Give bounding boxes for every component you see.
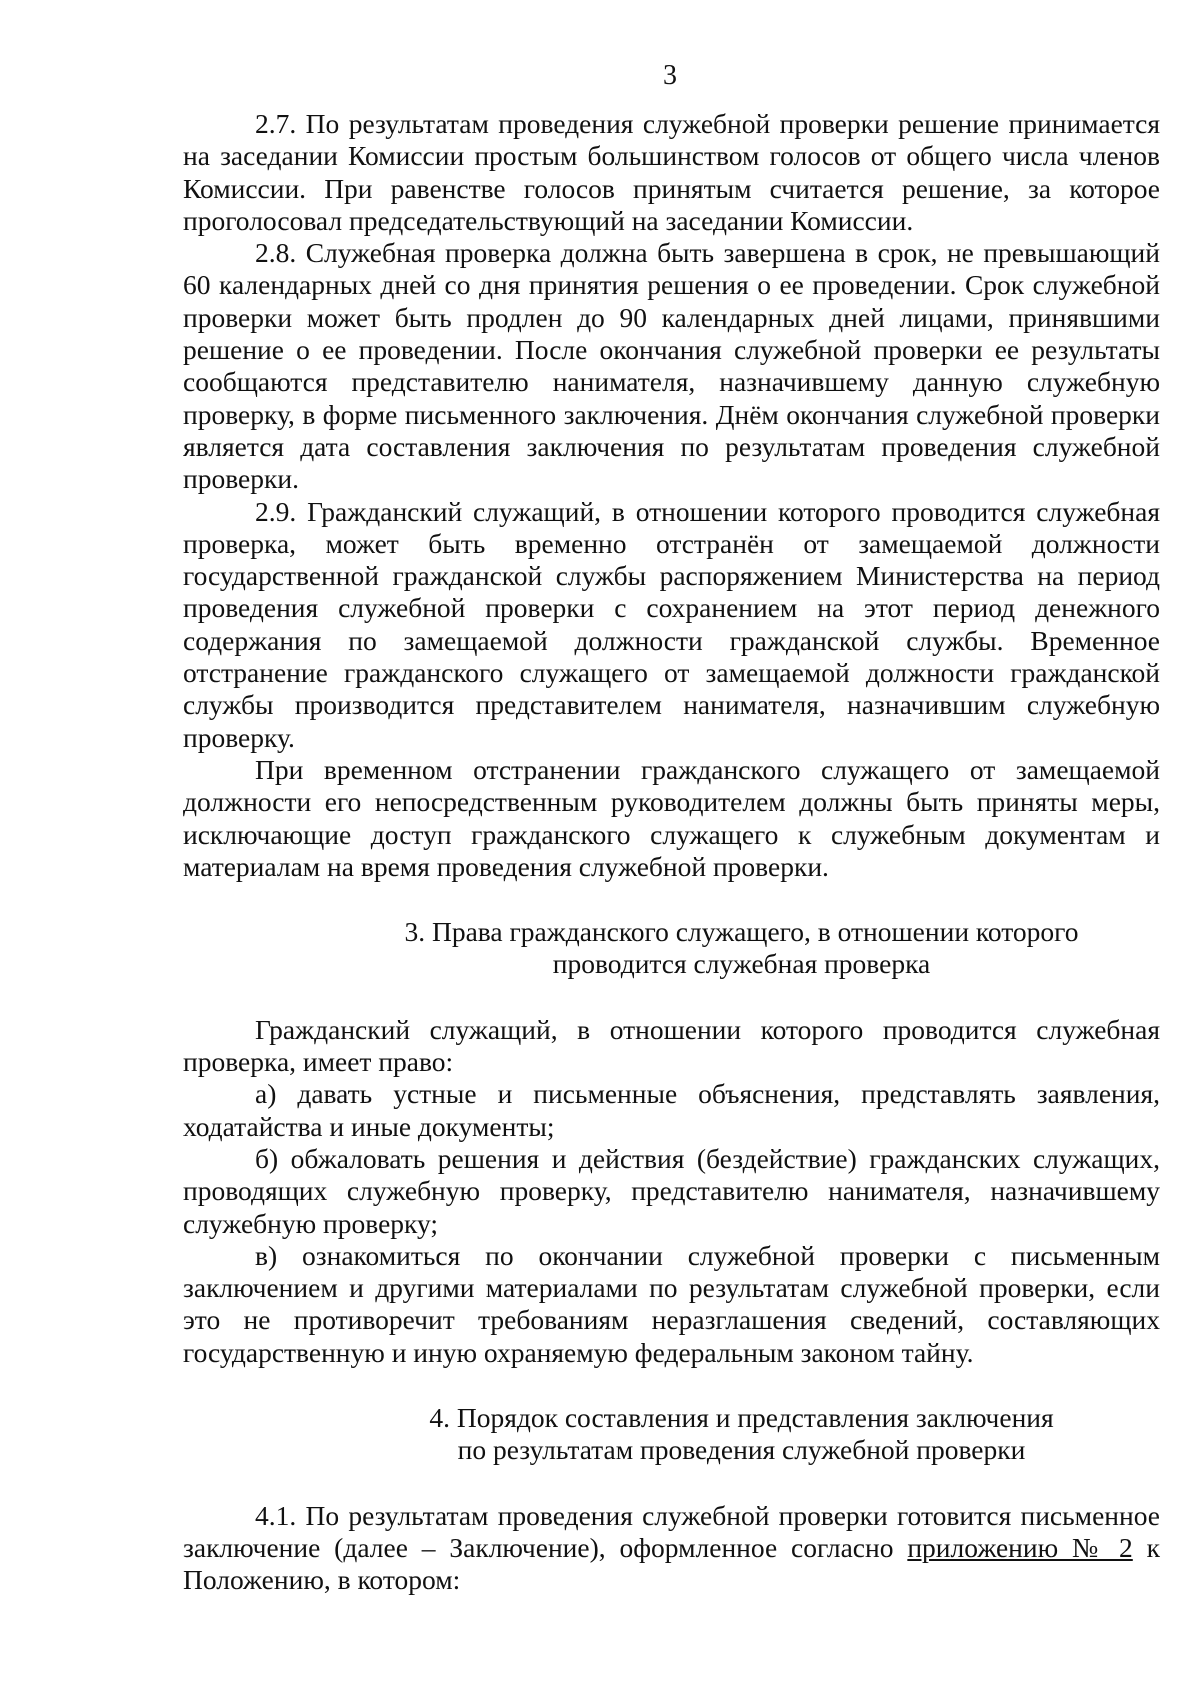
- paragraph-4-1-start: 4.1. По результатам проведения служебной проверки готовится письменное заключение (далее – Заключение), оформленное согласно: [183, 1499, 1160, 1563]
- section-4-title-line-2: по результатам проведения служебной проверки: [457, 1434, 1026, 1466]
- section-3-heading: [183, 916, 1160, 981]
- paragraph-4-1: [183, 1500, 1160, 1597]
- section-4-heading: [183, 1402, 1160, 1467]
- section-3-item-v: в) ознакомиться по окончании служебной проверки с письменным заключением и другими материалами по результатам служебной проверки, если это не противоречит требованиям неразглашения сведений, составляющих государственную и иную охраняемую федеральным законом тайну.: [183, 1239, 1160, 1368]
- section-3-item-b: б) обжаловать решения и действия (бездействие) гражданских служащих, проводящих служебную проверку, представителю нанимателя, назначившему служебную проверку;: [183, 1142, 1160, 1239]
- appendix-2-link[interactable]: приложению № 2: [907, 1531, 1133, 1563]
- section-3-title-line-2: проводится служебная проверка: [552, 948, 931, 980]
- paragraph-2-7: 2.7. По результатам проведения служебной проверки решение принимается на заседании Комиссии простым большинством голосов от общего числа членов Комиссии. При равенстве голосов принятым считается решение, за которое проголосовал председательствующий на заседании Комиссии.: [183, 108, 1160, 236]
- section-3-item-a: а) давать устные и письменные объяснения, представлять заявления, ходатайства и иные документы;: [183, 1078, 1160, 1142]
- paragraph-2-9-continuation: При временном отстранении гражданского служащего от замещаемой должности его непосредственным руководителем должны быть приняты меры, исключающие доступ гражданского служащего к служебным документам и материалам на время проведения служебной проверки.: [183, 753, 1160, 882]
- paragraph-4-1-end: к Положению, в котором:: [183, 1531, 1161, 1596]
- paragraph-2-9: 2.9. Гражданский служащий, в отношении которого проводится служебная проверка, может быть временно отстранён от замещаемой должности государственной гражданской службы распоряжением Министерства на период проведения служебной проверки с сохранением на этот период денежного содержания по замещаемой должности гражданской службы. Временное отстранение гражданского служащего от замещаемой должности гражданской службы производится представителем нанимателя, назначившим служебную проверку.: [183, 495, 1160, 753]
- paragraph-2-8: 2.8. Служебная проверка должна быть завершена в срок, не превышающий 60 календарных дней со дня принятия решения о ее проведении. Срок служебной проверки может быть продлен до 90 календарных дней лицами, принявшими решение о ее проведении. После окончания служебной проверки ее результаты сообщаются представителю нанимателя, назначившему данную служебную проверку, в форме письменного заключения. Днём окончания служебной проверки является дата составления заключения по результатам проведения служебной проверки.: [183, 237, 1160, 495]
- document-body: [183, 108, 1160, 1596]
- section-3-intro: Гражданский служащий, в отношении которого проводится служебная проверка, имеет право:: [183, 1013, 1160, 1078]
- page-number: 3: [663, 60, 677, 91]
- section-4-title-line-1: 4. Порядок составления и представления заключения: [429, 1401, 1054, 1433]
- section-3-title-line-1: 3. Права гражданского служащего, в отношении которого: [404, 916, 1079, 948]
